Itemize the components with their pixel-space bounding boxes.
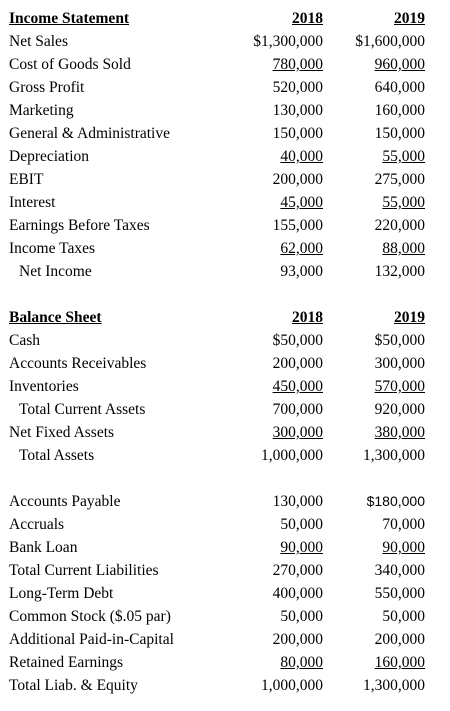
value-2018: 50,000 [280, 516, 323, 533]
value-2019: 220,000 [374, 217, 425, 234]
value-2019: 550,000 [374, 585, 425, 602]
table-row [0, 536, 450, 559]
value-2018: 62,000 [280, 240, 323, 257]
value-2018: 200,000 [272, 631, 323, 648]
value-2018: 1,000,000 [261, 447, 323, 464]
table-row [0, 329, 450, 352]
value-2019: 160,000 [374, 654, 425, 671]
table-row [0, 375, 450, 398]
value-2019: 275,000 [374, 171, 425, 188]
table-row [0, 352, 450, 375]
row-label: Accounts Payable [9, 493, 121, 510]
value-2018: 93,000 [280, 263, 323, 280]
value-2018: 80,000 [280, 654, 323, 671]
value-2019: 160,000 [374, 102, 425, 119]
value-2019: 1,300,000 [363, 677, 425, 694]
value-2019: 380,000 [374, 424, 425, 441]
value-2019: 88,000 [382, 240, 425, 257]
row-label: Long-Term Debt [9, 585, 114, 602]
value-2019: 90,000 [382, 539, 425, 556]
value-2019: 50,000 [382, 608, 425, 625]
value-2019: 300,000 [374, 355, 425, 372]
table-row [0, 168, 450, 191]
value-2019: 200,000 [374, 631, 425, 648]
year-2018-header: 2018 [292, 10, 323, 27]
value-2018: $50,000 [272, 332, 323, 349]
income-statement-header [0, 7, 450, 30]
table-row [0, 214, 450, 237]
row-label: Interest [9, 194, 56, 211]
row-label: Additional Paid-in-Capital [9, 631, 174, 648]
row-label: Depreciation [9, 148, 90, 165]
value-2018: 90,000 [280, 539, 323, 556]
table-row [0, 559, 450, 582]
table-row [0, 490, 450, 513]
value-2019: 55,000 [382, 148, 425, 165]
row-label: Inventories [9, 378, 79, 395]
row-label: Net Fixed Assets [9, 424, 115, 441]
row-label: Gross Profit [9, 79, 85, 96]
balance-sheet-title: Balance Sheet [9, 309, 102, 326]
row-label: Cash [9, 332, 40, 349]
table-row [0, 398, 450, 421]
table-row [0, 444, 450, 467]
value-2019: 960,000 [374, 56, 425, 73]
row-label: Net Sales [9, 33, 68, 50]
value-2019: 55,000 [382, 194, 425, 211]
value-2018: 45,000 [280, 194, 323, 211]
row-label: Accruals [9, 516, 65, 533]
row-label: Total Liab. & Equity [9, 677, 138, 694]
table-row [0, 513, 450, 536]
row-label: EBIT [9, 171, 44, 188]
value-2019: 640,000 [374, 79, 425, 96]
value-2019: $50,000 [374, 332, 425, 349]
value-2019: 570,000 [374, 378, 425, 395]
table-row [0, 145, 450, 168]
table-row [0, 582, 450, 605]
row-label: Common Stock ($.05 par) [9, 608, 171, 625]
value-2018: 200,000 [272, 171, 323, 188]
value-2018: 270,000 [272, 562, 323, 579]
row-label: Accounts Receivables [9, 355, 147, 372]
table-row [0, 53, 450, 76]
value-2019: 1,300,000 [363, 447, 425, 464]
table-row [0, 260, 450, 283]
value-2019: 150,000 [374, 125, 425, 142]
row-label: Income Taxes [9, 240, 95, 257]
table-row [0, 99, 450, 122]
row-label: Total Current Liabilities [9, 562, 159, 579]
row-label: Total Current Assets [19, 401, 146, 418]
row-label: Total Assets [19, 447, 95, 464]
year-2019-header: 2019 [394, 309, 425, 326]
value-2019: 920,000 [374, 401, 425, 418]
value-2018: 700,000 [272, 401, 323, 418]
value-2018: 40,000 [280, 148, 323, 165]
value-2019: 70,000 [382, 516, 425, 533]
value-2018: 780,000 [272, 56, 323, 73]
value-2018: 400,000 [272, 585, 323, 602]
row-label: Earnings Before Taxes [9, 217, 150, 234]
value-2018: 520,000 [272, 79, 323, 96]
table-row [0, 237, 450, 260]
table-row [0, 674, 450, 697]
year-2019-header: 2019 [394, 10, 425, 27]
value-2018: 300,000 [272, 424, 323, 441]
row-label: Net Income [19, 263, 92, 280]
value-2018: 130,000 [272, 102, 323, 119]
row-label: Bank Loan [9, 539, 78, 556]
value-2018: 1,000,000 [261, 677, 323, 694]
table-row [0, 76, 450, 99]
value-2018: 200,000 [272, 355, 323, 372]
row-label: Retained Earnings [9, 654, 124, 671]
table-row [0, 651, 450, 674]
table-row [0, 122, 450, 145]
table-row [0, 30, 450, 53]
table-row [0, 628, 450, 651]
table-row [0, 421, 450, 444]
table-row [0, 191, 450, 214]
value-2018: $1,300,000 [253, 33, 323, 50]
value-2019: $1,600,000 [355, 33, 425, 50]
row-label: General & Administrative [9, 125, 170, 142]
value-2019: 340,000 [374, 562, 425, 579]
table-row [0, 605, 450, 628]
value-2018: 155,000 [272, 217, 323, 234]
value-2018: 150,000 [272, 125, 323, 142]
value-2018: 50,000 [280, 608, 323, 625]
year-2018-header: 2018 [292, 309, 323, 326]
value-2018: 450,000 [272, 378, 323, 395]
value-2019: $180,000 [366, 493, 425, 509]
income-statement-title: Income Statement [9, 10, 130, 27]
balance-sheet-header [0, 306, 450, 329]
value-2019: 132,000 [374, 263, 425, 280]
value-2018: 130,000 [272, 493, 323, 510]
row-label: Cost of Goods Sold [9, 56, 131, 73]
row-label: Marketing [9, 102, 74, 119]
